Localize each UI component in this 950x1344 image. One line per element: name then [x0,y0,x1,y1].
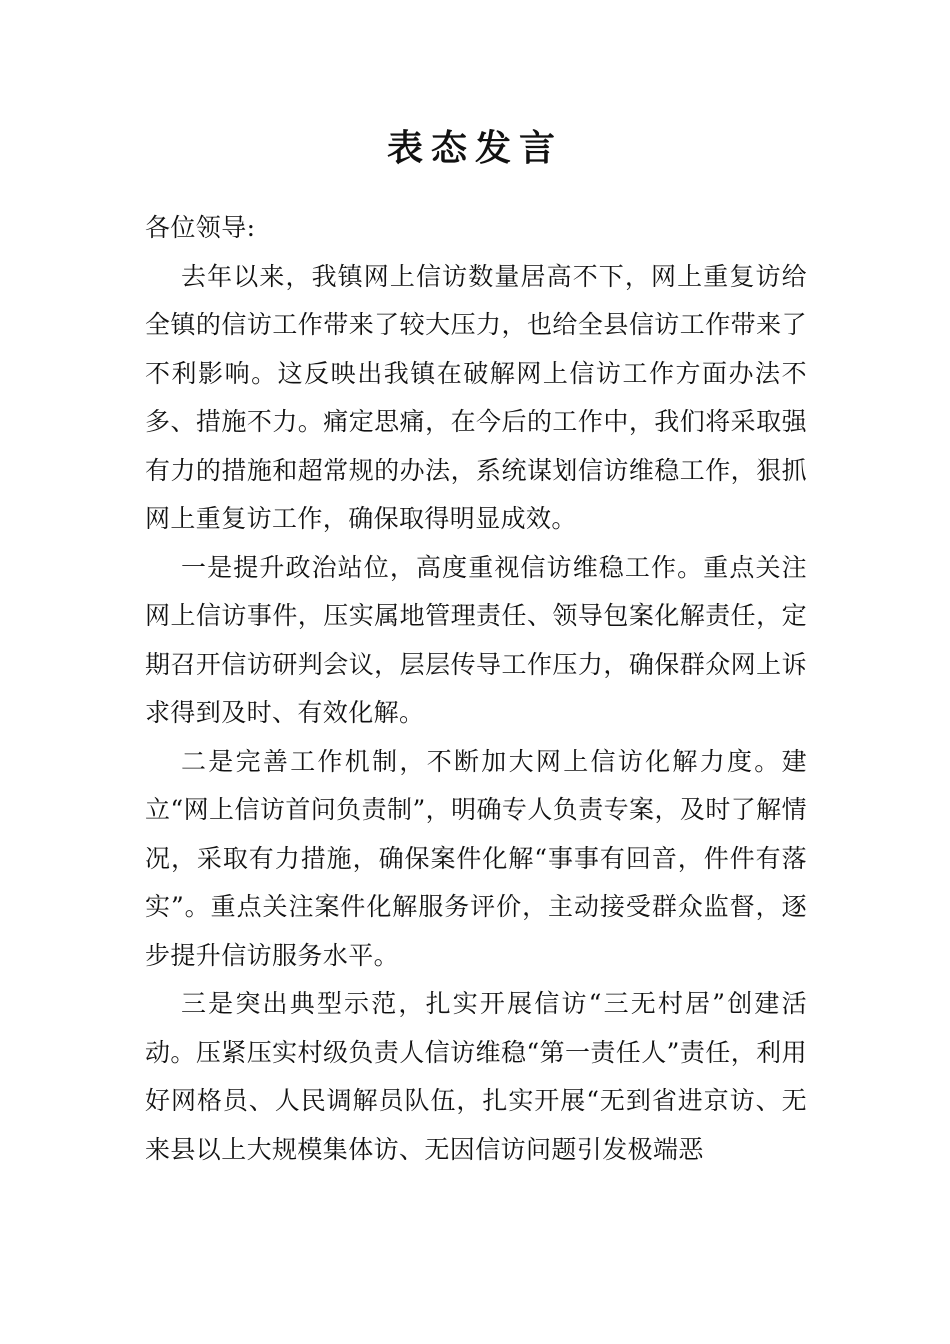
paragraph-point-three: 三是突出典型示范，扎实开展信访“三无村居”创建活动。压紧压实村级负责人信访维稳“第一责任人”责任，利用好网格员、人民调解员队伍，扎实开展“无到省进京访、无来县以上大规模集体访、无因信访问题引发极端恶 [145,989,807,1164]
document-body [145,204,807,1174]
paragraph-point-two: 二是完善工作机制，不断加大网上信访化解力度。建立“网上信访首问负责制”，明确专人负责专案，及时了解情况，采取有力措施，确保案件化解“事事有回音，件件有落实”。重点关注案件化解服务评价，主动接受群众监督，逐步提升信访服务水平。 [145,746,807,970]
paragraph-point-one: 一是提升政治站位，高度重视信访维稳工作。重点关注网上信访事件，压实属地管理责任、领导包案化解责任，定期召开信访研判会议，层层传导工作压力，确保群众网上诉求得到及时、有效化解。 [145,552,807,727]
document-title: 表态发言 [386,127,563,169]
salutation: 各位领导: [145,213,256,242]
paragraph-intro: 去年以来，我镇网上信访数量居高不下，网上重复访给全镇的信访工作带来了较大压力，也给全县信访工作带来了不利影响。这反映出我镇在破解网上信访工作方面办法不多、措施不力。痛定思痛，在今后的工作中，我们将采取强有力的措施和超常规的办法，系统谋划信访维稳工作，狠抓网上重复访工作，确保取得明显成效。 [145,261,807,533]
